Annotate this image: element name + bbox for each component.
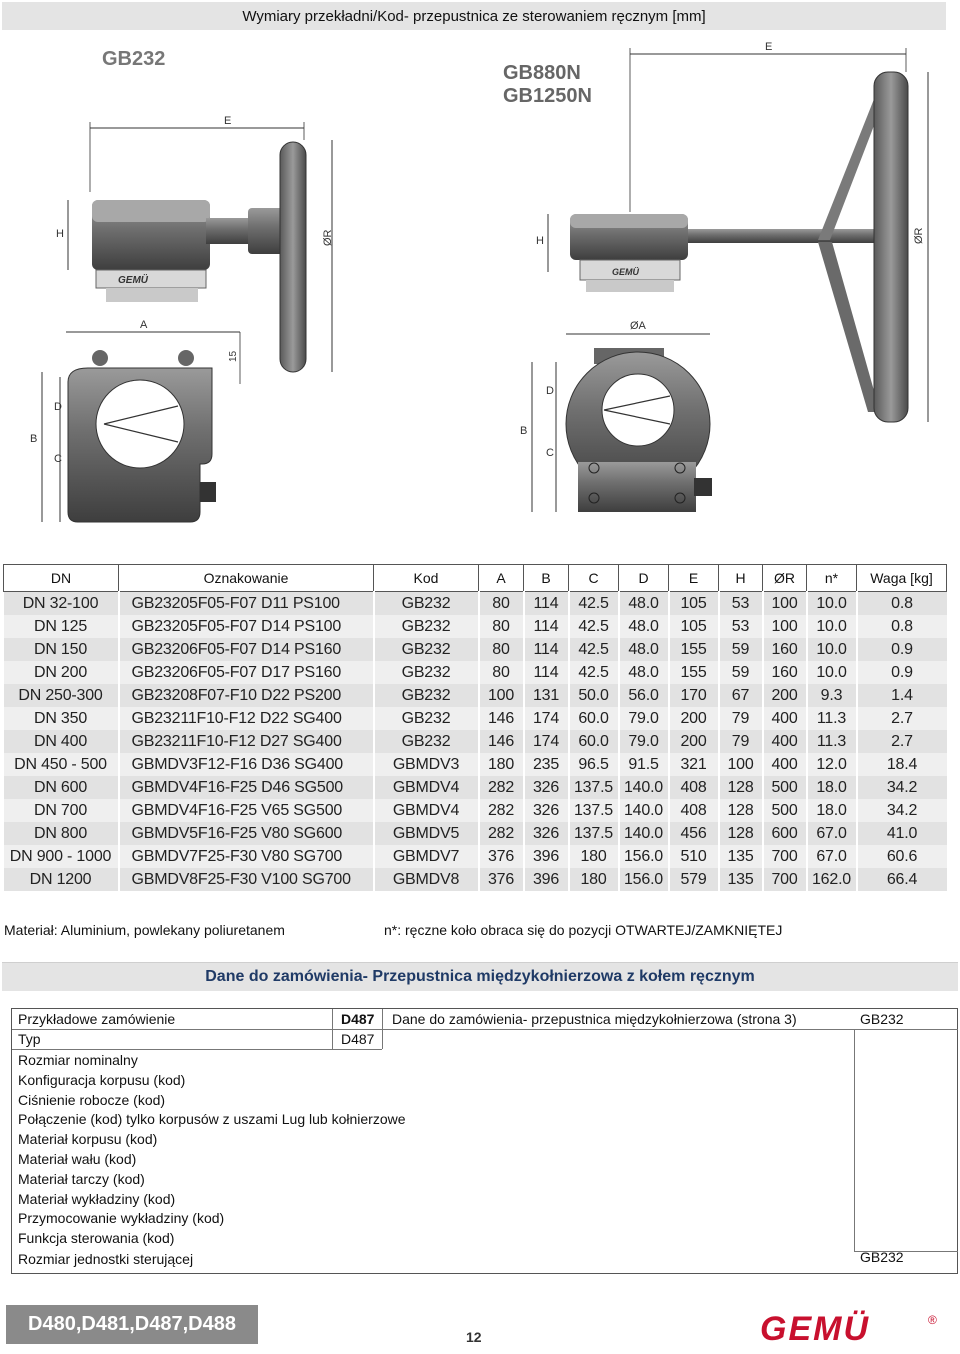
gb1250n-label: GB1250N <box>503 85 592 107</box>
table-cell: 2.7 <box>857 707 947 730</box>
order-field-label: Przymocowanie wykładziny (kod) <box>18 1210 225 1227</box>
gb880n-drawing <box>503 41 928 512</box>
table-cell: 50.0 <box>569 684 619 707</box>
table-cell: GB232 <box>374 684 479 707</box>
page-title-text: Wymiary przekładni/Kod- przepustnica ze sterowaniem ręcznym [mm] <box>242 7 706 25</box>
table-cell: 137.5 <box>569 776 619 799</box>
table-cell: 60.0 <box>569 707 619 730</box>
table-cell: 66.4 <box>857 868 947 891</box>
table-cell: 48.0 <box>619 592 669 616</box>
table-cell: 180 <box>569 845 619 868</box>
gb880n-brand: GEMÜ <box>612 267 639 277</box>
column-header: H <box>719 565 763 592</box>
table-cell: 600 <box>763 822 807 845</box>
table-cell: 80 <box>479 638 524 661</box>
gb232-dim-c: C <box>54 453 62 465</box>
table-row <box>4 776 947 799</box>
table-cell: 321 <box>669 753 719 776</box>
order-example-box <box>11 1008 958 1274</box>
table-cell: 200 <box>763 684 807 707</box>
material-note: Materiał: Aluminium, powlekany poliuretanem <box>4 922 285 938</box>
table-cell: 155 <box>669 661 719 684</box>
table-cell: 510 <box>669 845 719 868</box>
example-label: Przykładowe zamówienie <box>18 1011 176 1027</box>
gb880n-dim-r: ØR <box>913 227 925 244</box>
table-cell: 700 <box>763 868 807 891</box>
table-cell: 100 <box>763 592 807 616</box>
table-cell: 0.9 <box>857 661 947 684</box>
gemu-logo-text: GEMÜ <box>760 1310 870 1348</box>
order-section-title-text: Dane do zamówienia- Przepustnica międzykołnierzowa z kołem ręcznym <box>205 968 755 985</box>
table-cell: 114 <box>524 638 569 661</box>
column-header: n* <box>807 565 857 592</box>
table-cell: DN 800 <box>4 822 119 845</box>
table-cell: 140.0 <box>619 776 669 799</box>
table-cell: 114 <box>524 661 569 684</box>
column-header: E <box>669 565 719 592</box>
table-cell: GB232 <box>374 730 479 753</box>
table-row <box>4 592 947 616</box>
table-cell: 105 <box>669 592 719 616</box>
table-cell: GB23211F10-F12 D27 SG400 <box>119 730 374 753</box>
table-cell: 128 <box>719 776 763 799</box>
table-cell: 376 <box>479 845 524 868</box>
table-cell: GBMDV4 <box>374 799 479 822</box>
table-cell: DN 200 <box>4 661 119 684</box>
table-cell: 180 <box>569 868 619 891</box>
table-cell: 41.0 <box>857 822 947 845</box>
table-cell: 156.0 <box>619 845 669 868</box>
table-cell: 80 <box>479 615 524 638</box>
table-cell: 100 <box>479 684 524 707</box>
table-cell: 67.0 <box>807 822 857 845</box>
table-cell: DN 350 <box>4 707 119 730</box>
gb880n-dim-a: ØA <box>630 320 646 332</box>
table-cell: GBMDV5 <box>374 822 479 845</box>
table-cell: 60.6 <box>857 845 947 868</box>
table-cell: 11.3 <box>807 730 857 753</box>
table-cell: GB23205F05-F07 D11 PS100 <box>119 592 374 616</box>
table-cell: 500 <box>763 776 807 799</box>
order-field-label: Materiał korpusu (kod) <box>18 1131 158 1148</box>
table-cell: 170 <box>669 684 719 707</box>
table-cell: GBMDV3 <box>374 753 479 776</box>
gb232-dim-d: D <box>54 401 62 413</box>
table-cell: 59 <box>719 638 763 661</box>
table-cell: 0.8 <box>857 615 947 638</box>
table-cell: 79.0 <box>619 730 669 753</box>
table-cell: 12.0 <box>807 753 857 776</box>
actuator-size-value: GB232 <box>860 1249 904 1265</box>
table-row <box>4 799 947 822</box>
gb880n-dim-c: C <box>546 447 554 459</box>
handwheel-note: n*: ręczne koło obraca się do pozycji OTWARTEJ/ZAMKNIĘTEJ <box>384 922 783 938</box>
column-header: B <box>524 565 569 592</box>
table-cell: 34.2 <box>857 799 947 822</box>
column-header: C <box>569 565 619 592</box>
column-header: ØR <box>763 565 807 592</box>
page-title <box>2 2 946 30</box>
table-cell: 2.7 <box>857 730 947 753</box>
gb232-dim-a: A <box>140 319 148 331</box>
table-cell: 114 <box>524 615 569 638</box>
table-cell: GB232 <box>374 638 479 661</box>
table-cell: DN 150 <box>4 638 119 661</box>
table-cell: 200 <box>669 730 719 753</box>
actuator-size-label: Rozmiar jednostki sterującej <box>18 1251 194 1267</box>
table-cell: 34.2 <box>857 776 947 799</box>
order-field-label: Konfiguracja korpusu (kod) <box>18 1071 186 1088</box>
table-cell: GB232 <box>374 592 479 616</box>
table-cell: 326 <box>524 822 569 845</box>
table-cell: 18.0 <box>807 776 857 799</box>
table-cell: GBMDV8F25-F30 V100 SG700 <box>119 868 374 891</box>
table-cell: 456 <box>669 822 719 845</box>
column-header: Oznakowanie <box>119 565 374 592</box>
table-cell: 105 <box>669 615 719 638</box>
table-cell: 80 <box>479 592 524 616</box>
table-cell: 60.0 <box>569 730 619 753</box>
table-row <box>4 868 947 891</box>
gb232-brand: GEMÜ <box>118 275 148 286</box>
type-label: Typ <box>18 1031 41 1047</box>
table-cell: 53 <box>719 615 763 638</box>
table-cell: 282 <box>479 776 524 799</box>
table-cell: GB232 <box>374 707 479 730</box>
gemu-logo <box>760 1308 950 1348</box>
table-cell: DN 125 <box>4 615 119 638</box>
table-cell: GBMDV3F12-F16 D36 SG400 <box>119 753 374 776</box>
gb232-label: GB232 <box>102 48 166 70</box>
table-cell: 282 <box>479 822 524 845</box>
table-cell: 146 <box>479 707 524 730</box>
table-cell: 400 <box>763 753 807 776</box>
gb880n-dim-h: H <box>536 235 544 247</box>
order-field-label: Połączenie (kod) tylko korpusów z uszami Lug lub kołnierzowe <box>18 1111 406 1128</box>
order-field-label: Rozmiar nominalny <box>18 1052 138 1068</box>
example-description: Dane do zamówienia- przepustnica międzykołnierzowa (strona 3) <box>392 1011 797 1027</box>
table-cell: 1.4 <box>857 684 947 707</box>
table-cell: 135 <box>719 868 763 891</box>
table-cell: 140.0 <box>619 822 669 845</box>
table-cell: GBMDV4F16-F25 V65 SG500 <box>119 799 374 822</box>
gb232-dim-r: ØR <box>322 229 334 246</box>
type-value: D487 <box>341 1031 375 1047</box>
table-cell: GB23205F05-F07 D14 PS100 <box>119 615 374 638</box>
table-cell: 79.0 <box>619 707 669 730</box>
order-field-label: Ciśnienie robocze (kod) <box>18 1091 166 1108</box>
table-row <box>4 661 947 684</box>
page-number: 12 <box>466 1329 482 1345</box>
table-cell: DN 400 <box>4 730 119 753</box>
column-header: D <box>619 565 669 592</box>
table-cell: 174 <box>524 707 569 730</box>
table-cell: 11.3 <box>807 707 857 730</box>
table-cell: 160 <box>763 661 807 684</box>
gb232-dim-h: H <box>56 228 64 240</box>
gb880n-label: GB880N <box>503 62 581 84</box>
table-cell: 9.3 <box>807 684 857 707</box>
gb232-dim-15: 15 <box>228 350 239 362</box>
table-cell: 18.4 <box>857 753 947 776</box>
dimensions-table-header <box>4 565 947 592</box>
table-cell: GB23211F10-F12 D22 SG400 <box>119 707 374 730</box>
table-cell: DN 600 <box>4 776 119 799</box>
table-cell: 96.5 <box>569 753 619 776</box>
table-row <box>4 638 947 661</box>
table-cell: 400 <box>763 730 807 753</box>
order-field-label: Materiał wykładziny (kod) <box>18 1190 176 1207</box>
table-cell: 137.5 <box>569 822 619 845</box>
table-cell: GBMDV5F16-F25 V80 SG600 <box>119 822 374 845</box>
technical-drawings <box>0 32 960 560</box>
column-header: Waga [kg] <box>857 565 947 592</box>
table-cell: 42.5 <box>569 615 619 638</box>
table-cell: 140.0 <box>619 799 669 822</box>
table-row <box>4 730 947 753</box>
dimensions-table-body <box>4 592 947 892</box>
table-cell: 135 <box>719 845 763 868</box>
table-cell: 10.0 <box>807 592 857 616</box>
table-cell: 0.9 <box>857 638 947 661</box>
table-cell: 282 <box>479 799 524 822</box>
table-cell: 396 <box>524 845 569 868</box>
table-cell: 700 <box>763 845 807 868</box>
table-cell: 180 <box>479 753 524 776</box>
table-cell: DN 32-100 <box>4 592 119 616</box>
example-code: D487 <box>341 1011 375 1027</box>
order-field-label: Materiał wału (kod) <box>18 1151 137 1167</box>
gb880n-dim-e: E <box>765 41 773 53</box>
table-cell: GB23208F07-F10 D22 PS200 <box>119 684 374 707</box>
table-cell: GBMDV4F16-F25 D46 SG500 <box>119 776 374 799</box>
table-row <box>4 707 947 730</box>
table-cell: GB232 <box>374 661 479 684</box>
product-codes-text: D480,D481,D487,D488 <box>28 1313 236 1335</box>
table-cell: 42.5 <box>569 661 619 684</box>
table-cell: 326 <box>524 799 569 822</box>
table-cell: 67 <box>719 684 763 707</box>
table-cell: 500 <box>763 799 807 822</box>
table-row <box>4 615 947 638</box>
table-cell: 408 <box>669 799 719 822</box>
table-cell: 400 <box>763 707 807 730</box>
table-cell: 200 <box>669 707 719 730</box>
table-cell: 160 <box>763 638 807 661</box>
table-cell: 59 <box>719 661 763 684</box>
table-cell: 100 <box>719 753 763 776</box>
example-gear: GB232 <box>860 1011 904 1027</box>
order-field-label: Funkcja sterowania (kod) <box>18 1230 175 1247</box>
table-cell: DN 1200 <box>4 868 119 891</box>
table-cell: 128 <box>719 799 763 822</box>
table-cell: 146 <box>479 730 524 753</box>
order-field-label: Materiał tarczy (kod) <box>18 1170 145 1187</box>
table-row <box>4 753 947 776</box>
table-cell: 56.0 <box>619 684 669 707</box>
table-cell: 67.0 <box>807 845 857 868</box>
table-cell: 18.0 <box>807 799 857 822</box>
table-cell: 162.0 <box>807 868 857 891</box>
table-cell: 42.5 <box>569 638 619 661</box>
table-cell: 79 <box>719 730 763 753</box>
table-cell: 48.0 <box>619 661 669 684</box>
column-header: DN <box>4 565 119 592</box>
gb880n-dim-b: B <box>520 425 528 437</box>
gemu-logo-registered: ® <box>928 1313 937 1327</box>
table-cell: GBMDV8 <box>374 868 479 891</box>
table-cell: 155 <box>669 638 719 661</box>
table-cell: 235 <box>524 753 569 776</box>
table-cell: 174 <box>524 730 569 753</box>
table-cell: 396 <box>524 868 569 891</box>
gb232-drawing <box>30 48 334 522</box>
gb232-dim-e: E <box>224 115 232 127</box>
table-cell: 10.0 <box>807 615 857 638</box>
table-cell: GBMDV7F25-F30 V80 SG700 <box>119 845 374 868</box>
gb880n-dim-d: D <box>546 385 554 397</box>
column-header: A <box>479 565 524 592</box>
table-cell: 79 <box>719 707 763 730</box>
table-cell: DN 700 <box>4 799 119 822</box>
table-cell: 48.0 <box>619 615 669 638</box>
table-cell: 100 <box>763 615 807 638</box>
table-cell: GBMDV7 <box>374 845 479 868</box>
table-row <box>4 684 947 707</box>
table-cell: 48.0 <box>619 638 669 661</box>
table-cell: 53 <box>719 592 763 616</box>
gb232-dim-b: B <box>30 433 38 445</box>
product-codes-badge <box>6 1305 258 1344</box>
table-cell: 408 <box>669 776 719 799</box>
order-section-title <box>2 962 958 991</box>
table-cell: GB23206F05-F07 D14 PS160 <box>119 638 374 661</box>
table-cell: GB232 <box>374 615 479 638</box>
table-cell: 10.0 <box>807 638 857 661</box>
table-row <box>4 822 947 845</box>
table-cell: GBMDV4 <box>374 776 479 799</box>
table-cell: 376 <box>479 868 524 891</box>
table-cell: 0.8 <box>857 592 947 616</box>
table-cell: 156.0 <box>619 868 669 891</box>
table-cell: GB23206F05-F07 D17 PS160 <box>119 661 374 684</box>
column-header: Kod <box>374 565 479 592</box>
table-cell: 80 <box>479 661 524 684</box>
table-cell: 10.0 <box>807 661 857 684</box>
table-cell: 131 <box>524 684 569 707</box>
table-cell: 114 <box>524 592 569 616</box>
table-cell: DN 250-300 <box>4 684 119 707</box>
table-cell: 326 <box>524 776 569 799</box>
table-row <box>4 845 947 868</box>
table-cell: DN 900 - 1000 <box>4 845 119 868</box>
table-cell: 579 <box>669 868 719 891</box>
table-cell: DN 450 - 500 <box>4 753 119 776</box>
table-cell: 91.5 <box>619 753 669 776</box>
table-cell: 128 <box>719 822 763 845</box>
dimensions-table <box>3 564 947 891</box>
table-cell: 137.5 <box>569 799 619 822</box>
table-cell: 42.5 <box>569 592 619 616</box>
